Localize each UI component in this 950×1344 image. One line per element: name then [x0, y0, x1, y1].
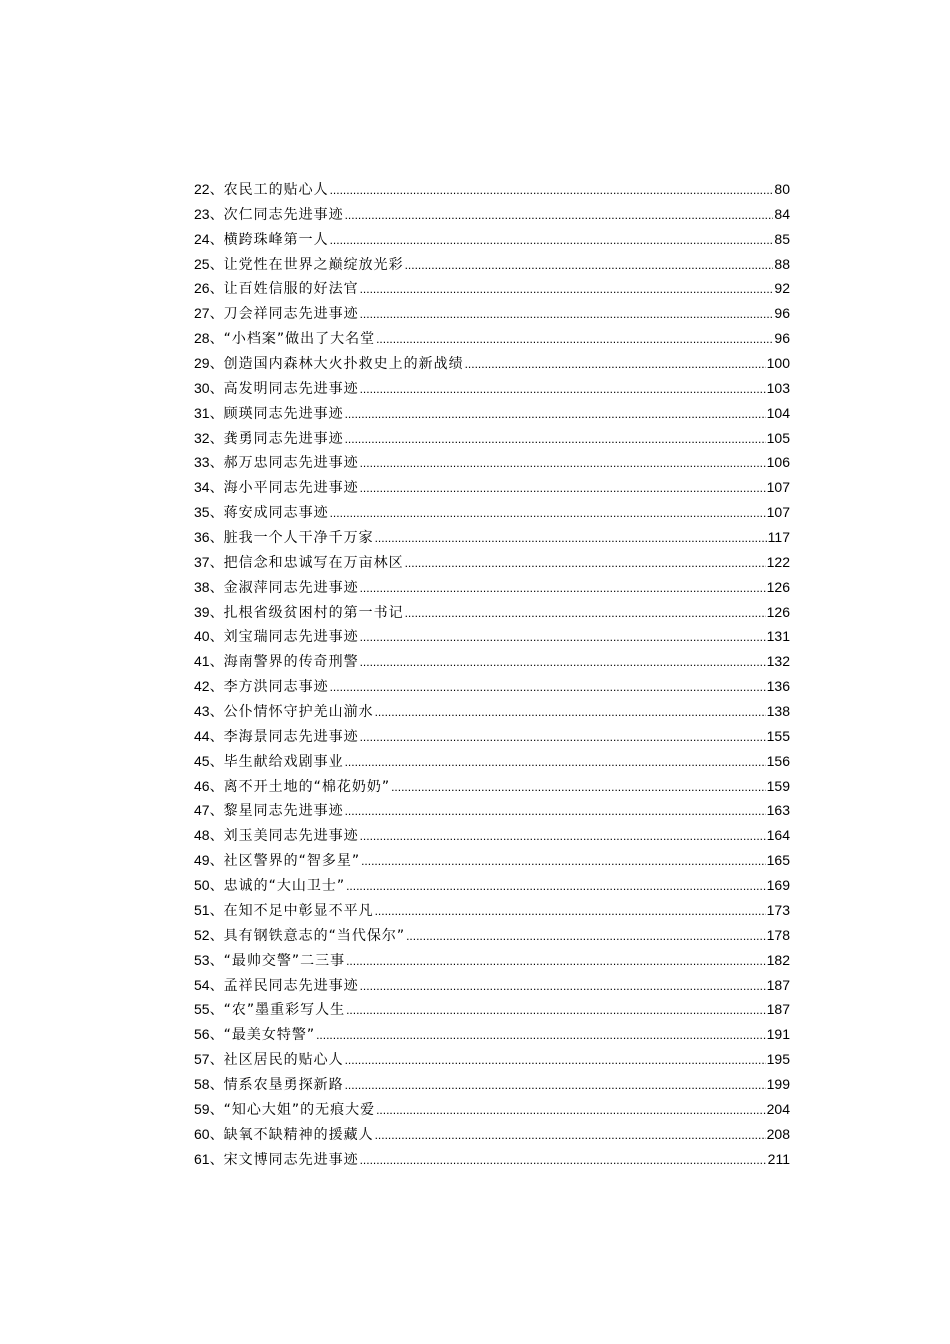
toc-entry-page-number: 204 — [766, 1100, 790, 1117]
toc-entry-title: 高发明同志先进事迹 — [223, 380, 359, 397]
toc-entry-page-number: 165 — [766, 852, 790, 869]
dot-leader — [330, 680, 766, 694]
dot-leader — [346, 1003, 766, 1017]
toc-entry-title: 社区警界的“智多星” — [223, 853, 361, 870]
toc-entry-title: 农民工的贴心人 — [223, 182, 329, 198]
toc-entry[interactable] — [194, 278, 790, 303]
toc-entry-number: 61、 — [194, 1150, 224, 1167]
toc-entry[interactable] — [194, 1099, 790, 1124]
dot-leader — [360, 282, 774, 296]
toc-entry-page-number: 96 — [774, 305, 790, 322]
dot-leader — [375, 531, 767, 545]
toc-entry-number: 34、 — [194, 479, 224, 496]
toc-entry-page-number: 132 — [766, 653, 790, 670]
toc-entry[interactable] — [194, 204, 790, 229]
toc-entry-title: “最美女特警” — [223, 1027, 316, 1044]
toc-entry-page-number: 117 — [767, 529, 790, 546]
toc-entry-page-number: 104 — [766, 404, 790, 421]
toc-entry-title: 创造国内森林大火扑救史上的新战绩 — [223, 356, 464, 373]
toc-entry-number: 46、 — [194, 777, 224, 794]
dot-leader — [376, 332, 773, 346]
dot-leader — [345, 407, 766, 421]
toc-entry-page-number: 208 — [766, 1125, 790, 1142]
toc-entry[interactable] — [194, 751, 790, 776]
toc-entry[interactable] — [194, 975, 790, 1000]
toc-entry[interactable] — [194, 602, 790, 627]
toc-entry-number: 37、 — [194, 553, 224, 570]
toc-entry-page-number: 173 — [766, 901, 790, 918]
toc-entry-page-number: 107 — [766, 504, 790, 521]
toc-entry-title: 李海景同志先进事迹 — [223, 728, 359, 745]
toc-entry-title: “小档案”做出了大名堂 — [223, 331, 376, 348]
toc-entry-title: 李方洪同志事迹 — [223, 679, 329, 696]
toc-entry-number: 28、 — [194, 330, 224, 347]
toc-entry-title: 忠诚的“大山卫士” — [223, 878, 346, 895]
dot-leader — [360, 481, 766, 495]
toc-entry-page-number: 92 — [774, 280, 790, 297]
dot-leader — [345, 208, 774, 222]
toc-entry-title: 郝万忠同志先进事迹 — [223, 455, 359, 472]
dot-leader — [406, 929, 766, 943]
toc-entry[interactable] — [194, 776, 790, 801]
toc-entry-number: 31、 — [194, 404, 224, 421]
dot-leader — [376, 1103, 766, 1117]
toc-entry-title: 宋文博同志先进事迹 — [223, 1151, 359, 1168]
dot-leader — [405, 258, 774, 272]
toc-entry-number: 29、 — [194, 355, 224, 372]
toc-entry-title: 刘宝瑞同志先进事迹 — [223, 629, 359, 646]
toc-entry[interactable] — [194, 577, 790, 602]
toc-entry-page-number: 136 — [766, 678, 790, 695]
dot-leader — [346, 954, 766, 968]
toc-entry-page-number: 155 — [766, 727, 790, 744]
toc-entry[interactable] — [194, 403, 790, 428]
toc-entry-page-number: 163 — [766, 802, 790, 819]
toc-entry-title: 金淑萍同志先进事迹 — [223, 579, 359, 596]
dot-leader — [330, 183, 774, 197]
dot-leader — [345, 1078, 766, 1092]
toc-entry-number: 59、 — [194, 1100, 224, 1117]
toc-entry-page-number: 122 — [766, 553, 790, 570]
toc-entry-title: 龚勇同志先进事迹 — [223, 430, 344, 447]
toc-entry-page-number: 88 — [774, 255, 790, 272]
toc-entry-number: 39、 — [194, 603, 224, 620]
toc-entry-number: 41、 — [194, 653, 224, 670]
toc-entry-title: 让党性在世界之巅绽放光彩 — [223, 256, 404, 273]
toc-entry-title: 缺氧不缺精神的援藏人 — [223, 1126, 374, 1143]
toc-entry-title: 次仁同志先进事迹 — [223, 206, 344, 223]
dot-leader — [360, 456, 766, 470]
toc-entry-page-number: 156 — [766, 752, 790, 769]
toc-entry-number: 42、 — [194, 678, 224, 695]
toc-entry-title: 海小平同志先进事迹 — [223, 480, 359, 497]
dot-leader — [360, 382, 766, 396]
toc-entry-page-number: 195 — [766, 1051, 790, 1068]
toc-entry[interactable] — [194, 626, 790, 651]
toc-entry[interactable] — [194, 850, 790, 875]
toc-entry-number: 35、 — [194, 504, 224, 521]
dot-leader — [375, 1128, 766, 1142]
toc-entry-number: 26、 — [194, 280, 224, 297]
toc-entry-number: 49、 — [194, 852, 224, 869]
toc-entry[interactable] — [194, 999, 790, 1024]
toc-entry-page-number: 126 — [766, 603, 790, 620]
dot-leader — [465, 357, 766, 371]
toc-entry-page-number: 85 — [774, 230, 790, 247]
dot-leader — [345, 804, 766, 818]
toc-entry[interactable] — [194, 701, 790, 726]
toc-entry-page-number: 138 — [766, 703, 790, 720]
toc-entry[interactable] — [194, 452, 790, 477]
toc-entry-number: 58、 — [194, 1075, 224, 1092]
toc-entry-number: 38、 — [194, 578, 224, 595]
toc-entry-title: “最帅交警”二三事 — [223, 952, 346, 969]
toc-entry[interactable] — [194, 950, 790, 975]
toc-entry[interactable] — [194, 229, 790, 254]
toc-entry[interactable] — [194, 303, 790, 328]
toc-entry-title: 情系农垦勇探新路 — [223, 1076, 344, 1093]
toc-entry[interactable] — [194, 1049, 790, 1074]
toc-entry-number: 27、 — [194, 305, 224, 322]
toc-entry[interactable] — [194, 651, 790, 676]
toc-entry[interactable] — [194, 1024, 790, 1049]
dot-leader — [375, 705, 766, 719]
toc-entry-number: 33、 — [194, 454, 224, 471]
toc-entry[interactable] — [194, 328, 790, 353]
toc-entry-title: 黎星同志先进事迹 — [223, 803, 344, 820]
dot-leader — [360, 1153, 767, 1167]
toc-entry-page-number: 211 — [767, 1150, 790, 1167]
toc-entry[interactable] — [194, 378, 790, 403]
toc-entry[interactable] — [194, 502, 790, 527]
toc-entry-title: 具有钢铁意志的“当代保尔” — [223, 927, 406, 944]
toc-entry-page-number: 159 — [766, 777, 790, 794]
toc-entry-page-number: 164 — [766, 827, 790, 844]
toc-entry-title: 蒋安成同志事迹 — [223, 505, 329, 522]
toc-entry-number: 57、 — [194, 1051, 224, 1068]
dot-leader — [405, 556, 766, 570]
dot-leader — [345, 432, 766, 446]
dot-leader — [391, 780, 766, 794]
toc-entry-number: 60、 — [194, 1125, 224, 1142]
toc-entry[interactable] — [194, 1074, 790, 1099]
toc-entry-title: 社区居民的贴心人 — [223, 1052, 344, 1069]
toc-entry-number: 36、 — [194, 529, 224, 546]
toc-entry-number: 44、 — [194, 727, 224, 744]
toc-entry-page-number: 80 — [774, 181, 790, 197]
toc-entry[interactable] — [194, 179, 790, 204]
dot-leader — [345, 1053, 766, 1067]
dot-leader — [360, 307, 774, 321]
toc-entry-page-number: 84 — [774, 205, 790, 222]
toc-entry-number: 53、 — [194, 951, 224, 968]
toc-entry-number: 32、 — [194, 429, 224, 446]
toc-entry-number: 54、 — [194, 976, 224, 993]
toc-entry-page-number: 131 — [766, 628, 790, 645]
toc-entry-page-number: 100 — [766, 355, 790, 372]
toc-entry[interactable] — [194, 825, 790, 850]
dot-leader — [346, 879, 766, 893]
toc-entry-title: 海南警界的传奇刑警 — [223, 654, 359, 671]
dot-leader — [330, 506, 766, 520]
toc-entry-number: 56、 — [194, 1026, 224, 1043]
toc-entry-title: “知心大姐”的无痕大爱 — [223, 1101, 376, 1118]
toc-entry[interactable] — [194, 676, 790, 701]
toc-entry[interactable] — [194, 925, 790, 950]
toc-entry-page-number: 178 — [766, 926, 790, 943]
toc-entry[interactable] — [194, 552, 790, 577]
toc-entry[interactable] — [194, 254, 790, 279]
toc-entry-page-number: 182 — [766, 951, 790, 968]
table-of-contents — [194, 179, 790, 1173]
toc-entry-number: 55、 — [194, 1001, 224, 1018]
toc-entry-title: 毕生献给戏剧事业 — [223, 753, 344, 770]
toc-entry-number: 24、 — [194, 230, 224, 247]
toc-entry-page-number: 187 — [766, 1001, 790, 1018]
toc-entry-number: 47、 — [194, 802, 224, 819]
toc-entry-page-number: 96 — [774, 330, 790, 347]
toc-entry-page-number: 126 — [766, 578, 790, 595]
toc-entry[interactable] — [194, 477, 790, 502]
toc-entry-number: 52、 — [194, 926, 224, 943]
toc-entry-page-number: 105 — [766, 429, 790, 446]
toc-entry[interactable] — [194, 800, 790, 825]
toc-entry-page-number: 106 — [766, 454, 790, 471]
toc-entry-page-number: 107 — [766, 479, 790, 496]
toc-entry-number: 22、 — [194, 181, 224, 197]
dot-leader — [360, 730, 766, 744]
dot-leader — [316, 1028, 766, 1042]
toc-entry[interactable] — [194, 428, 790, 453]
toc-entry[interactable] — [194, 1149, 790, 1174]
toc-entry-title: 孟祥民同志先进事迹 — [223, 977, 359, 994]
toc-entry-title: 扎根省级贫困村的第一书记 — [223, 604, 404, 621]
dot-leader — [405, 606, 766, 620]
toc-entry[interactable] — [194, 875, 790, 900]
toc-entry-number: 30、 — [194, 379, 224, 396]
toc-entry-number: 45、 — [194, 752, 224, 769]
dot-leader — [330, 233, 774, 247]
toc-entry-number: 40、 — [194, 628, 224, 645]
dot-leader — [360, 630, 766, 644]
toc-entry-number: 43、 — [194, 703, 224, 720]
toc-entry-number: 48、 — [194, 827, 224, 844]
toc-entry-title: 横跨珠峰第一人 — [223, 231, 329, 248]
toc-entry-title: 在知不足中彰显不平凡 — [223, 902, 374, 919]
dot-leader — [375, 904, 766, 918]
dot-leader — [360, 829, 766, 843]
toc-entry-page-number: 103 — [766, 379, 790, 396]
dot-leader — [345, 755, 766, 769]
toc-entry-title: 公仆情怀守护羌山湔水 — [223, 704, 374, 721]
toc-entry-page-number: 187 — [766, 976, 790, 993]
toc-entry-title: 让百姓信服的好法官 — [223, 281, 359, 298]
dot-leader — [361, 854, 766, 868]
toc-entry-title: 顾瑛同志先进事迹 — [223, 405, 344, 422]
toc-entry-number: 23、 — [194, 205, 224, 222]
toc-entry-page-number: 199 — [766, 1075, 790, 1092]
toc-entry[interactable] — [194, 900, 790, 925]
toc-entry-title: 刀会祥同志先进事迹 — [223, 306, 359, 323]
toc-entry[interactable] — [194, 726, 790, 751]
toc-entry-title: 离不开土地的“棉花奶奶” — [223, 778, 391, 795]
toc-entry[interactable] — [194, 527, 790, 552]
toc-entry-page-number: 169 — [766, 877, 790, 894]
toc-entry-title: 把信念和忠诚写在万亩林区 — [223, 554, 404, 571]
toc-entry-page-number: 191 — [766, 1026, 790, 1043]
dot-leader — [360, 655, 766, 669]
toc-entry-number: 51、 — [194, 901, 224, 918]
dot-leader — [360, 581, 766, 595]
toc-entry-title: 脏我一个人干净千万家 — [223, 530, 374, 547]
toc-entry-number: 25、 — [194, 255, 224, 272]
toc-entry-title: “农”墨重彩写人生 — [223, 1002, 346, 1019]
toc-entry-title: 刘玉美同志先进事迹 — [223, 828, 359, 845]
toc-entry[interactable] — [194, 353, 790, 378]
dot-leader — [360, 979, 766, 993]
toc-entry[interactable] — [194, 1124, 790, 1149]
toc-entry-number: 50、 — [194, 877, 224, 894]
